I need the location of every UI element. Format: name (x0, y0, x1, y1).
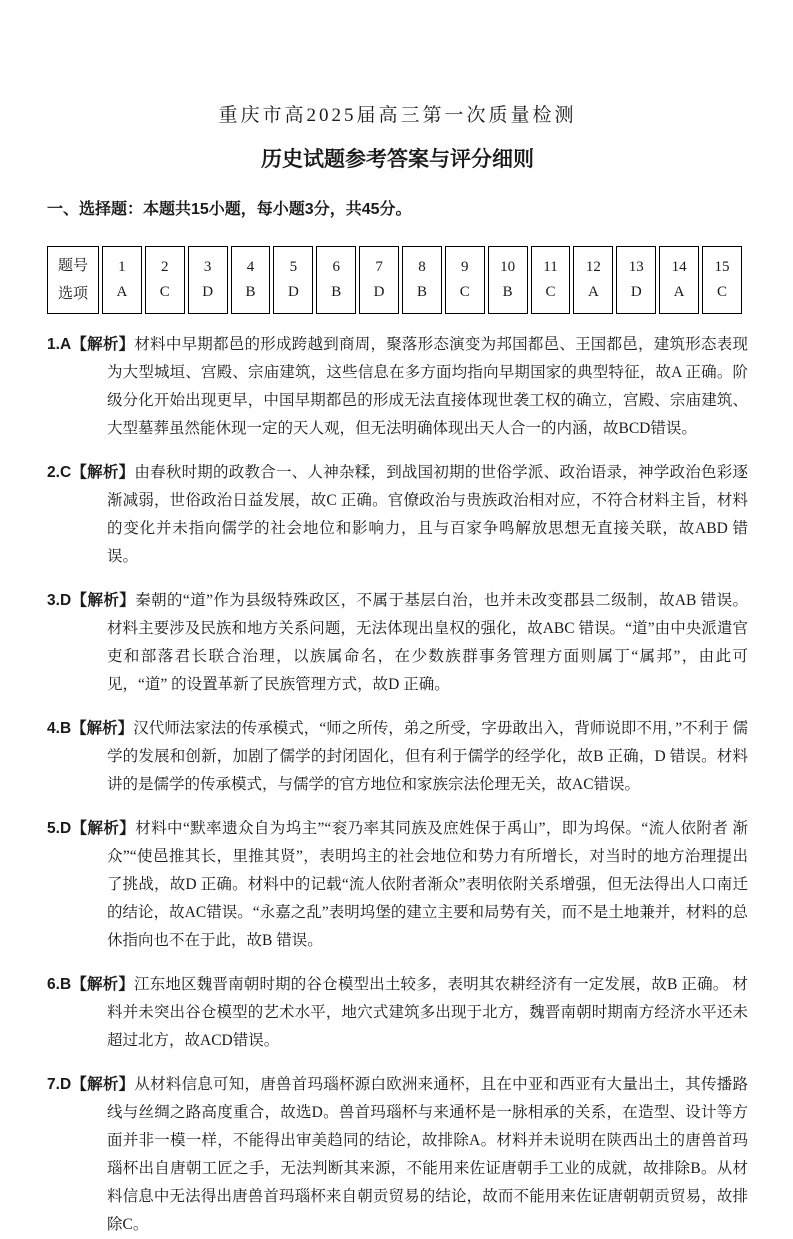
analysis-tag: 【解析】 (71, 336, 135, 353)
answer-cell-10 (488, 246, 528, 314)
analysis-tag: 【解析】 (71, 592, 136, 609)
explanation-item-7 (47, 1071, 748, 1239)
answer-cell-6 (316, 246, 356, 314)
question-number: 1 (118, 258, 126, 275)
explanations-list (47, 331, 748, 1239)
explanation-head (47, 720, 133, 737)
explanation-text: 从材料信息可知，唐兽首玛瑙杯源白欧洲来通杯，且在中亚和西亚有大量出土，其传播路 线与丝绸之路高度重合，故选D。兽首玛瑙杯与来通杯是一脉相承的关系，在造型、设计等方面并非一模一样，不能得出审美趋同的结论，故排除A。材料并未说明在陕西出土的唐兽首玛瑙杯出自唐朝工匠之手，无法判断其来源，不能用来佐证唐朝手工业的成就，故排除B。从材料信息中无法得出唐兽首玛瑙杯来自朝贡贸易的结论，故而不能用来佐证唐朝朝贡贸易，故排除C。 (107, 1076, 748, 1233)
item-answer: D (59, 592, 72, 609)
item-number: 3. (47, 592, 60, 609)
question-number: 4 (246, 258, 255, 275)
document-subtitle: 历史试题参考答案与评分细则 (261, 148, 534, 171)
answer-key-row (47, 246, 742, 314)
explanation-text: 汉代师法家法的传承模式，“师之所传，弟之所受，字毋敢出入，背师说即不用，”不利于 儒学的发展和创新，加剧了儒学的封闭固化，但有利于儒学的经学化，故B 正确，D 错误。材料 讲的是儒学的传承模式，与儒学的官方地位和家族宗法伦理无关，故AC错误。 (107, 720, 748, 793)
item-number: 2. (47, 464, 60, 481)
answer-choice: C (545, 284, 556, 300)
explanation-head (47, 592, 135, 609)
question-number: 8 (418, 258, 426, 275)
explanation-text: 材料中“默率遗众自为坞主”“衮乃率其同族及庶姓保于禹山”，即为坞保。“流人依附者 渐众”“使邑推其长，里推其贤”，表明坞主的社会地位和势力有所增长，对当时的地方治理提出 了挑战，故D 正确。材料中的记载“流人依附者渐众”表明依附关系增强，但无法得出人口南迁的结论，故AC错误。“永嘉之乱”表明坞堡的建立主要和局势有关，而不是土地兼并，材料的总休指向也不在于此，故B 错误。 (107, 820, 748, 949)
answer-cell-12 (573, 246, 613, 314)
header-question-number-label: 题号 (57, 257, 88, 274)
item-number: 6. (47, 976, 60, 993)
answer-choice: B (245, 284, 256, 300)
item-answer: D (59, 820, 72, 837)
table-header-cell (47, 246, 99, 314)
answer-cell-11 (531, 246, 571, 314)
question-number: 11 (543, 258, 558, 275)
question-number: 2 (161, 258, 169, 275)
answer-cell-9 (445, 246, 485, 314)
answer-choice: C (159, 284, 170, 300)
item-answer: B (59, 720, 72, 737)
answer-key-table (44, 246, 745, 314)
explanation-text: 秦朝的“道”作为县级特殊政区，不属于基层白治，也并未改变郡县二级制，故AB 错误。 材料主要涉及民族和地方关系问题，无法体现出皇权的强化，故ABC 错误。“道”由中央派遣官 吏和部落君长联合治理，以族属命名，在少数族群事务管理方面则属丁“属邦”，由此可见，“道” 的设置革新了民族管理方式，故D 正确。 (107, 592, 748, 693)
document-title: 重庆市高2025届高三第一次质量检测 (218, 105, 577, 126)
header-choice-label: 选项 (57, 286, 88, 302)
explanation-item-5 (47, 815, 748, 955)
explanation-text: 江东地区魏晋南朝时期的谷仓模型出土较多，表明其农耕经济有一定发展，故B 正确。 材料并未突出谷仓模型的艺术水平，地穴式建筑多出现于北方，魏晋南朝时期南方经济水平还未超过北方，故ACD错误。 (107, 976, 748, 1049)
answer-cell-4 (231, 246, 271, 314)
question-number: 9 (461, 258, 469, 275)
analysis-tag: 【解析】 (71, 464, 135, 481)
answer-choice: D (202, 284, 214, 300)
answer-cell-13 (616, 246, 656, 314)
explanation-text: 材料中早期都邑的形成跨越到商周，聚落形态演变为邦国都邑、王国都邑，建筑形态表现 为大型城垣、宫殿、宗庙建筑，这些信息在多方面均指向早期国家的典型特征，故A 正确。阶级分化开始出现更早，中国早期都邑的形成无法直接体现世袭工权的确立，宫殿、宗庙建筑、大型墓葬虽然能休现一定的天人观，但无法明确体现出天人合一的内涵，故BCD错误。 (107, 336, 748, 437)
answer-choice: A (116, 284, 128, 300)
answer-choice: B (416, 284, 427, 300)
explanation-item-3 (47, 587, 748, 699)
answer-choice: B (502, 284, 513, 300)
analysis-tag: 【解析】 (71, 820, 136, 837)
explanation-head (47, 336, 134, 353)
explanation-head (47, 1076, 134, 1093)
question-number: 13 (628, 258, 644, 275)
answer-cell-7 (359, 246, 399, 314)
question-number: 12 (585, 258, 601, 275)
explanation-text: 由春秋时期的政教合一、人神杂糅，到战国初期的世俗学派、政治语录，神学政治色彩逐 渐减弱，世俗政治日益发展，故C 正确。官僚政治与贵族政治相对应，不符合材料主旨，材料的变化并未指向儒学的社会地位和影响力，且与百家争鸣解放思想无直接关联，故ABD 错误。 (107, 464, 748, 565)
question-number: 10 (500, 258, 516, 275)
item-answer: A (59, 336, 72, 353)
explanation-head (47, 820, 135, 837)
question-number: 15 (714, 258, 730, 275)
answer-cell-1 (102, 246, 142, 314)
item-number: 7. (47, 1076, 60, 1093)
answer-choice: C (459, 284, 470, 300)
explanation-item-6 (47, 971, 748, 1055)
answer-cell-15 (702, 246, 742, 314)
answer-choice: A (673, 284, 685, 300)
explanation-head (47, 464, 134, 481)
question-number: 7 (375, 258, 383, 275)
explanation-item-1 (47, 331, 748, 443)
item-number: 5. (47, 820, 60, 837)
answer-cell-8 (402, 246, 442, 314)
analysis-tag: 【解析】 (71, 1076, 135, 1093)
answer-choice: D (373, 284, 385, 300)
answer-cell-14 (659, 246, 699, 314)
answer-choice: D (287, 284, 299, 300)
item-number: 1. (47, 336, 60, 353)
answer-choice: C (717, 284, 728, 300)
answer-cell-2 (145, 246, 185, 314)
question-number: 6 (332, 258, 340, 275)
question-number: 3 (203, 258, 212, 275)
question-number: 14 (671, 258, 687, 275)
explanation-head (47, 976, 134, 993)
section-heading-multiple-choice: 一、选择题：本题共15小题，每小题3分，共45分。 (47, 201, 412, 218)
item-number: 4. (47, 720, 60, 737)
question-number: 5 (289, 258, 298, 275)
answer-cell-5 (273, 246, 313, 314)
item-answer: D (59, 1076, 72, 1093)
item-answer: B (59, 976, 72, 993)
explanation-item-4 (47, 715, 748, 799)
answer-choice: D (630, 284, 642, 300)
analysis-tag: 【解析】 (71, 720, 134, 737)
answer-choice: A (587, 284, 599, 300)
answer-choice: B (331, 284, 342, 300)
explanation-item-2 (47, 459, 748, 571)
item-answer: C (59, 464, 72, 481)
analysis-tag: 【解析】 (71, 976, 135, 993)
answer-cell-3 (188, 246, 228, 314)
